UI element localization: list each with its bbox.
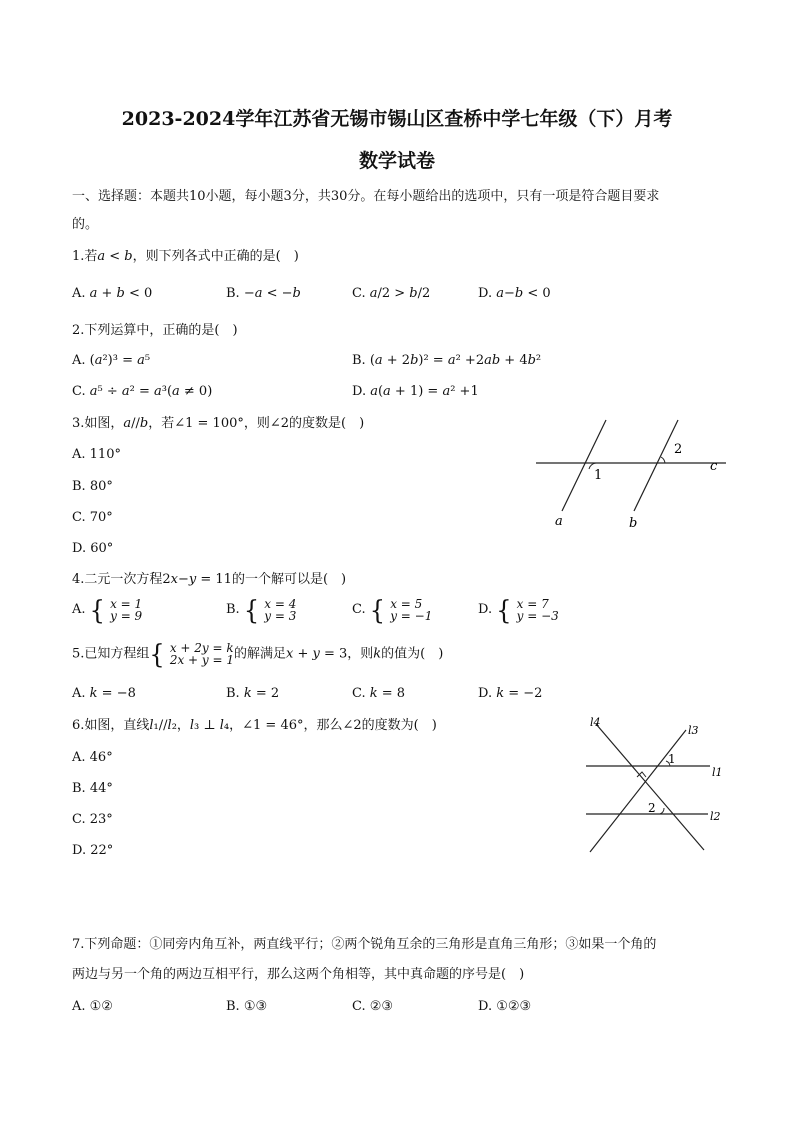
q5-option-b: B. 𝑘 = 2 xyxy=(226,686,280,701)
q4-option-c-row1: 𝑥 = 5 xyxy=(390,597,423,611)
q6-stem: 6.如图，直线𝑙₁//𝑙₂，𝑙₃ ⊥ 𝑙₄，∠1 = 46°，那么∠2的度数为( ) xyxy=(72,718,437,733)
q7-option-b: B. ①③ xyxy=(226,999,268,1014)
q7-option-c: C. ②③ xyxy=(352,999,394,1014)
q2-stem: 2.下列运算中，正确的是( ) xyxy=(72,323,238,338)
q3-label-b: b xyxy=(629,516,638,531)
q4-option-b-row1: 𝑥 = 4 xyxy=(264,597,297,611)
q7-stem-line2: 两边与另一个角的两边互相平行，那么这两个角相等，其中真命题的序号是( ) xyxy=(72,967,525,982)
q2-option-c: C. 𝑎⁵ ÷ 𝑎² = 𝑎³(𝑎 ≠ 0) xyxy=(72,384,213,399)
q7-option-a: A. ①② xyxy=(72,999,113,1014)
q3-label-c: c xyxy=(710,459,718,474)
q4-option-c-brace: { xyxy=(369,594,386,626)
q4-option-b-row2: 𝑦 = 3 xyxy=(264,609,297,623)
q4-option-c xyxy=(352,594,433,626)
q5-system-row2: 2𝑥 + 𝑦 = 1 xyxy=(169,653,235,667)
q4-option-d xyxy=(478,594,559,626)
q7-option-d: D. ①②③ xyxy=(478,999,532,1014)
q5-stem xyxy=(72,638,444,670)
exam-title-line2: 数学试卷 xyxy=(358,150,435,172)
q3-line-b xyxy=(634,420,678,511)
q6-option-d: D. 22° xyxy=(72,843,114,858)
q3-stem: 3.如图，𝑎//𝑏，若∠1 = 100°，则∠2的度数是( ) xyxy=(72,416,365,431)
q1-option-a: A. 𝑎 + 𝑏 < 0 xyxy=(72,286,153,301)
q3-label-a: a xyxy=(555,514,563,529)
q4-option-b-brace: { xyxy=(243,594,260,626)
q5-option-d: D. 𝑘 = −2 xyxy=(478,686,543,701)
q6-line-l4 xyxy=(596,724,704,850)
q4-option-a xyxy=(72,594,143,626)
q4-option-c-row2: 𝑦 = −1 xyxy=(390,609,433,623)
q6-option-c: C. 23° xyxy=(72,812,113,827)
q6-line-l3 xyxy=(590,730,686,852)
q3-line-a xyxy=(562,420,606,511)
q7-stem-line1: 7.下列命题：①同旁内角互补，两直线平行；②两个锐角互余的三角形是直角三角形；③如果一个角的 xyxy=(72,937,657,952)
q6-angle-2-arc xyxy=(660,808,664,814)
q6-label-l2: l2 xyxy=(710,810,721,823)
q3-option-b: B. 80° xyxy=(72,479,113,494)
q4-stem: 4.二元一次方程2𝑥−𝑦 = 11的一个解可以是( ) xyxy=(72,572,347,587)
q6-label-l1: l1 xyxy=(712,766,723,779)
q3-option-c: C. 70° xyxy=(72,510,113,525)
q6-label-l3: l3 xyxy=(688,724,699,737)
q4-option-b xyxy=(226,594,297,626)
q6-label-2: 2 xyxy=(648,801,656,815)
q4-option-d-letter: D. xyxy=(478,602,493,617)
q1-stem: 1.若𝑎 < 𝑏，则下列各式中正确的是( ) xyxy=(72,249,299,264)
section-heading-line2: 的。 xyxy=(72,217,99,232)
q1-option-c: C. 𝑎/2 > 𝑏/2 xyxy=(352,286,431,301)
exam-title-line1: 2023-2024学年江苏省无锡市锡山区查桥中学七年级（下）月考 xyxy=(121,108,673,130)
q2-option-a: A. (𝑎²)³ = 𝑎⁵ xyxy=(72,353,151,368)
q4-option-a-row2: 𝑦 = 9 xyxy=(110,609,143,623)
q4-option-d-row1: 𝑥 = 7 xyxy=(516,597,549,611)
q3-angle-2-arc xyxy=(661,457,665,463)
q5-option-a: A. 𝑘 = −8 xyxy=(72,686,136,701)
q3-option-a: A. 110° xyxy=(72,447,121,462)
q5-option-c: C. 𝑘 = 8 xyxy=(352,686,406,701)
q2-option-b: B. (𝑎 + 2𝑏)² = 𝑎² +2𝑎𝑏 + 4𝑏² xyxy=(352,353,542,368)
q6-option-b: B. 44° xyxy=(72,781,113,796)
q1-option-d: D. 𝑎−𝑏 < 0 xyxy=(478,286,551,301)
q4-option-d-row2: 𝑦 = −3 xyxy=(516,609,559,623)
q4-option-c-letter: C. xyxy=(352,602,366,617)
q1-option-b: B. −𝑎 < −𝑏 xyxy=(226,286,301,301)
q5-system-row1: 𝑥 + 2𝑦 = 𝑘 xyxy=(169,641,234,655)
q4-option-b-letter: B. xyxy=(226,602,240,617)
q3-label-2: 2 xyxy=(674,442,683,457)
q4-option-a-row1: 𝑥 = 1 xyxy=(110,597,143,611)
q4-option-a-brace: { xyxy=(89,594,105,626)
q3-figure-parallel-lines xyxy=(530,415,730,535)
q6-label-1: 1 xyxy=(668,752,676,766)
q4-option-a-letter: A. xyxy=(72,602,86,617)
q4-option-d-brace: { xyxy=(496,594,512,626)
q5-stem-prefix: 5.已知方程组 xyxy=(72,646,150,662)
q5-system-brace: { xyxy=(149,638,165,670)
q6-option-a: A. 46° xyxy=(72,750,113,765)
q3-label-1: 1 xyxy=(594,468,603,483)
q6-figure-intersecting-lines xyxy=(578,712,738,854)
section-heading-line1: 一、选择题：本题共10小题，每小题3分，共30分。在每小题给出的选项中，只有一项是符合题目要求 xyxy=(72,189,660,204)
q5-stem-suffix: 的解满足𝑥 + 𝑦 = 3，则𝑘的值为( ) xyxy=(234,646,444,662)
q2-option-d: D. 𝑎(𝑎 + 1) = 𝑎² +1 xyxy=(352,384,479,399)
q6-label-l4: l4 xyxy=(590,716,601,729)
q3-option-d: D. 60° xyxy=(72,541,114,556)
